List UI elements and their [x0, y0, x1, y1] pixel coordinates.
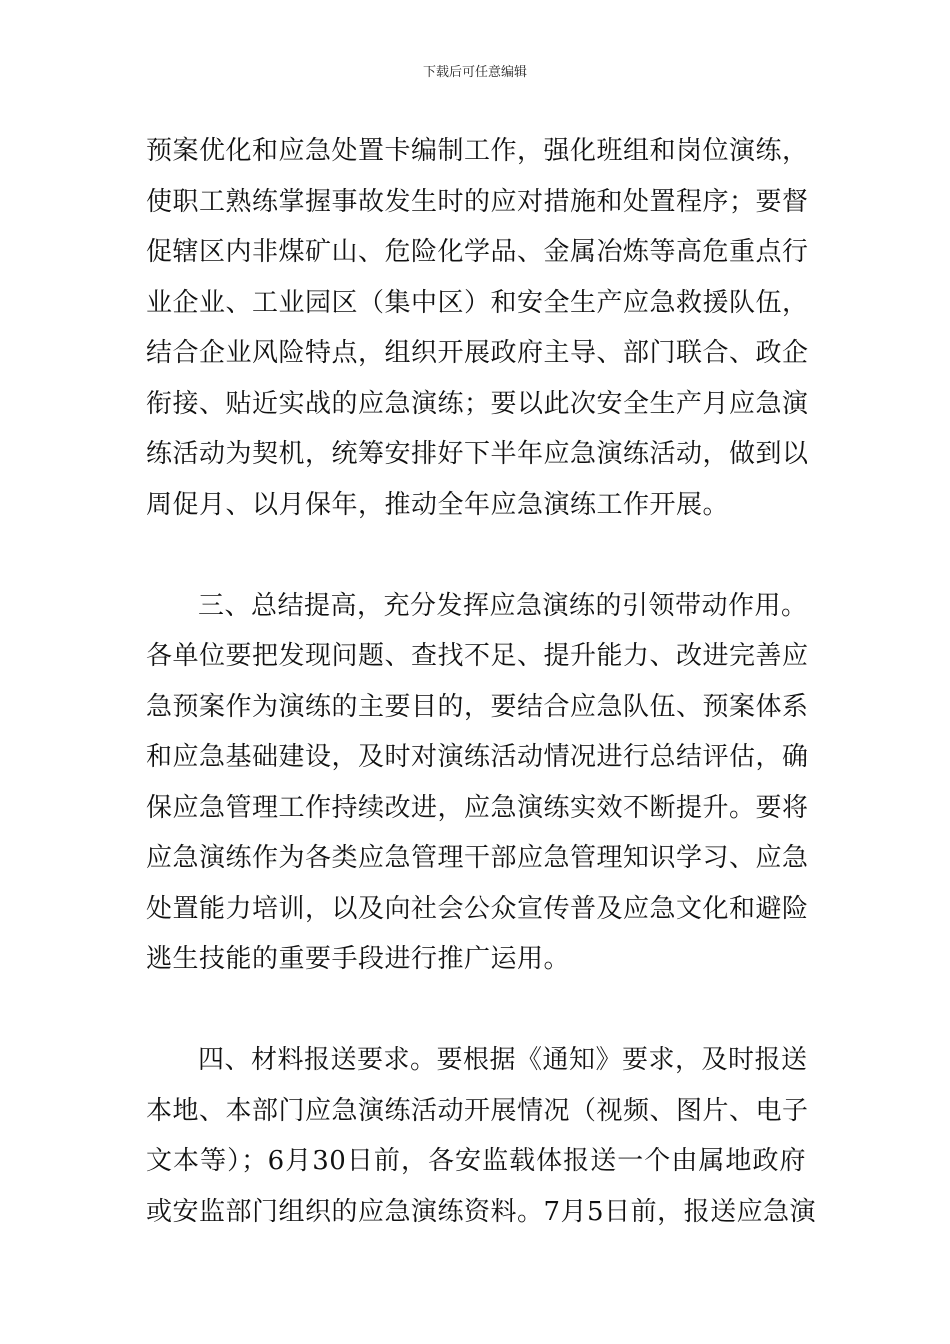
text-line: 本地、本部门应急演练活动开展情况（视频、图片、电子: [146, 1095, 809, 1126]
text-line: 结合企业风险特点，组织开展政府主导、部门联合、政企: [146, 338, 809, 368]
text-line: 和应急基础建设，及时对演练活动情况进行总结评估，确: [146, 742, 809, 772]
text-line: 促辖区内非煤矿山、危险化学品、金属冶炼等高危重点行: [146, 237, 809, 267]
text-line: 业企业、工业园区（集中区）和安全生产应急救援队伍，: [146, 287, 809, 318]
text-line: 保应急管理工作持续改进，应急演练实效不断提升。要将: [146, 792, 809, 823]
text-line: 或安监部门组织的应急演练资料。7月5日前，报送应急演: [146, 1196, 817, 1227]
paragraph-section-four: [146, 1035, 817, 1237]
paragraph-section-three: [146, 581, 809, 985]
page-header: 下载后可任意编辑: [422, 65, 527, 80]
text-line: 周促月、以月保年，推动全年应急演练工作开展。: [146, 489, 730, 520]
text-line: 三、总结提高，充分发挥应急演练的引领带动作用。: [198, 590, 808, 621]
text-line: 衔接、贴近实战的应急演练；要以此次安全生产月应急演: [146, 388, 809, 419]
text-line: 应急演练作为各类应急管理干部应急管理知识学习、应急: [146, 843, 809, 873]
paragraph-continuation: [146, 126, 809, 530]
text-line: 练活动为契机，统筹安排好下半年应急演练活动，做到以: [146, 439, 809, 469]
text-line: 急预案作为演练的主要目的，要结合应急队伍、预案体系: [146, 691, 809, 722]
paragraph-gap: [146, 985, 806, 1036]
text-line: 四、材料报送要求。要根据《通知》要求，及时报送: [198, 1045, 808, 1075]
document-body: [146, 126, 817, 1237]
text-line: 使职工熟练掌握事故发生时的应对措施和处置程序；要督: [146, 186, 809, 217]
paragraph-gap: [146, 530, 806, 581]
text-line: 文本等）；6月30日前，各安监载体报送一个由属地政府: [146, 1146, 806, 1176]
text-line: 各单位要把发现问题、查找不足、提升能力、改进完善应: [146, 641, 809, 671]
text-line: 预案优化和应急处置卡编制工作，强化班组和岗位演练，: [146, 136, 809, 166]
text-line: 处置能力培训，以及向社会公众宣传普及应急文化和避险: [146, 893, 809, 924]
text-line: 逃生技能的重要手段进行推广运用。: [146, 944, 571, 974]
